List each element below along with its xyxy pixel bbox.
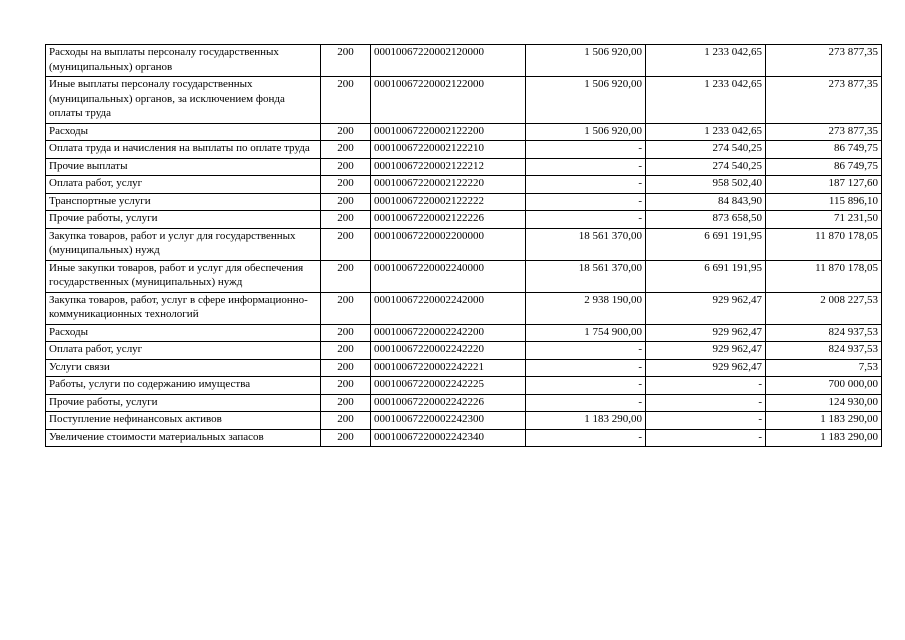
executed-amount-cell: 929 962,47	[646, 324, 766, 342]
remainder-amount-cell: 187 127,60	[766, 176, 882, 194]
approved-amount-cell: -	[526, 193, 646, 211]
approved-amount-cell: 1 506 920,00	[526, 45, 646, 77]
row-name-cell: Расходы на выплаты персоналу государственных (муниципальных) органов	[46, 45, 321, 77]
expenditure-table	[45, 44, 882, 447]
row-name-cell: Оплата работ, услуг	[46, 342, 321, 360]
row-name-cell: Оплата работ, услуг	[46, 176, 321, 194]
row-name-cell: Расходы	[46, 324, 321, 342]
approved-amount-cell: 18 561 370,00	[526, 228, 646, 260]
line-code-cell: 200	[321, 158, 371, 176]
executed-amount-cell: 6 691 191,95	[646, 228, 766, 260]
budget-code-cell: 00010067220002122226	[371, 211, 526, 229]
row-name-cell: Прочие выплаты	[46, 158, 321, 176]
executed-amount-cell: 274 540,25	[646, 141, 766, 159]
table-row	[46, 260, 882, 292]
line-code-cell: 200	[321, 176, 371, 194]
remainder-amount-cell: 71 231,50	[766, 211, 882, 229]
approved-amount-cell: -	[526, 141, 646, 159]
remainder-amount-cell: 115 896,10	[766, 193, 882, 211]
remainder-amount-cell: 273 877,35	[766, 77, 882, 124]
table-row	[46, 359, 882, 377]
budget-code-cell: 00010067220002122200	[371, 123, 526, 141]
table-row	[46, 228, 882, 260]
budget-code-cell: 00010067220002242220	[371, 342, 526, 360]
approved-amount-cell: -	[526, 176, 646, 194]
row-name-cell: Поступление нефинансовых активов	[46, 412, 321, 430]
approved-amount-cell: -	[526, 359, 646, 377]
line-code-cell: 200	[321, 429, 371, 447]
line-code-cell: 200	[321, 123, 371, 141]
budget-code-cell: 00010067220002122210	[371, 141, 526, 159]
executed-amount-cell: 1 233 042,65	[646, 77, 766, 124]
budget-code-cell: 00010067220002242200	[371, 324, 526, 342]
budget-code-cell: 00010067220002240000	[371, 260, 526, 292]
executed-amount-cell: -	[646, 394, 766, 412]
remainder-amount-cell: 2 008 227,53	[766, 292, 882, 324]
table-row	[46, 324, 882, 342]
executed-amount-cell: 1 233 042,65	[646, 123, 766, 141]
table-row	[46, 429, 882, 447]
executed-amount-cell: 958 502,40	[646, 176, 766, 194]
approved-amount-cell: 1 506 920,00	[526, 123, 646, 141]
row-name-cell: Прочие работы, услуги	[46, 211, 321, 229]
executed-amount-cell: 929 962,47	[646, 292, 766, 324]
approved-amount-cell: -	[526, 158, 646, 176]
approved-amount-cell: -	[526, 429, 646, 447]
table-row	[46, 412, 882, 430]
executed-amount-cell: 274 540,25	[646, 158, 766, 176]
line-code-cell: 200	[321, 292, 371, 324]
line-code-cell: 200	[321, 260, 371, 292]
remainder-amount-cell: 700 000,00	[766, 377, 882, 395]
remainder-amount-cell: 1 183 290,00	[766, 429, 882, 447]
budget-code-cell: 00010067220002122220	[371, 176, 526, 194]
budget-code-cell: 00010067220002242340	[371, 429, 526, 447]
remainder-amount-cell: 7,53	[766, 359, 882, 377]
executed-amount-cell: 1 233 042,65	[646, 45, 766, 77]
approved-amount-cell: 1 183 290,00	[526, 412, 646, 430]
budget-code-cell: 00010067220002122000	[371, 77, 526, 124]
remainder-amount-cell: 824 937,53	[766, 342, 882, 360]
approved-amount-cell: 2 938 190,00	[526, 292, 646, 324]
line-code-cell: 200	[321, 359, 371, 377]
executed-amount-cell: 84 843,90	[646, 193, 766, 211]
table-row	[46, 123, 882, 141]
approved-amount-cell: -	[526, 342, 646, 360]
approved-amount-cell: -	[526, 211, 646, 229]
executed-amount-cell: 929 962,47	[646, 342, 766, 360]
line-code-cell: 200	[321, 211, 371, 229]
budget-code-cell: 00010067220002242226	[371, 394, 526, 412]
line-code-cell: 200	[321, 342, 371, 360]
row-name-cell: Закупка товаров, работ и услуг для государственных (муниципальных) нужд	[46, 228, 321, 260]
table-body	[46, 45, 882, 447]
executed-amount-cell: 6 691 191,95	[646, 260, 766, 292]
budget-code-cell: 00010067220002122212	[371, 158, 526, 176]
budget-code-cell: 00010067220002242300	[371, 412, 526, 430]
remainder-amount-cell: 273 877,35	[766, 45, 882, 77]
executed-amount-cell: -	[646, 429, 766, 447]
row-name-cell: Иные закупки товаров, работ и услуг для обеспечения государственных (муниципальных) нужд	[46, 260, 321, 292]
table-row	[46, 158, 882, 176]
remainder-amount-cell: 11 870 178,05	[766, 260, 882, 292]
table-row	[46, 377, 882, 395]
budget-code-cell: 00010067220002242225	[371, 377, 526, 395]
table-row	[46, 193, 882, 211]
executed-amount-cell: 929 962,47	[646, 359, 766, 377]
remainder-amount-cell: 86 749,75	[766, 141, 882, 159]
row-name-cell: Услуги связи	[46, 359, 321, 377]
budget-code-cell: 00010067220002242221	[371, 359, 526, 377]
line-code-cell: 200	[321, 324, 371, 342]
table-row	[46, 394, 882, 412]
table-row	[46, 45, 882, 77]
row-name-cell: Иные выплаты персоналу государственных (муниципальных) органов, за исключением фонда оплаты труда	[46, 77, 321, 124]
line-code-cell: 200	[321, 228, 371, 260]
line-code-cell: 200	[321, 45, 371, 77]
row-name-cell: Увеличение стоимости материальных запасов	[46, 429, 321, 447]
row-name-cell: Прочие работы, услуги	[46, 394, 321, 412]
table-row	[46, 211, 882, 229]
line-code-cell: 200	[321, 77, 371, 124]
row-name-cell: Закупка товаров, работ, услуг в сфере информационно-коммуникационных технологий	[46, 292, 321, 324]
table-row	[46, 77, 882, 124]
row-name-cell: Расходы	[46, 123, 321, 141]
remainder-amount-cell: 824 937,53	[766, 324, 882, 342]
remainder-amount-cell: 86 749,75	[766, 158, 882, 176]
row-name-cell: Транспортные услуги	[46, 193, 321, 211]
budget-code-cell: 00010067220002200000	[371, 228, 526, 260]
approved-amount-cell: 1 506 920,00	[526, 77, 646, 124]
table-row	[46, 342, 882, 360]
remainder-amount-cell: 1 183 290,00	[766, 412, 882, 430]
budget-code-cell: 00010067220002120000	[371, 45, 526, 77]
remainder-amount-cell: 124 930,00	[766, 394, 882, 412]
table-row	[46, 141, 882, 159]
approved-amount-cell: -	[526, 377, 646, 395]
line-code-cell: 200	[321, 377, 371, 395]
line-code-cell: 200	[321, 141, 371, 159]
approved-amount-cell: 18 561 370,00	[526, 260, 646, 292]
table-row	[46, 176, 882, 194]
executed-amount-cell: 873 658,50	[646, 211, 766, 229]
executed-amount-cell: -	[646, 412, 766, 430]
line-code-cell: 200	[321, 412, 371, 430]
document-sheet	[45, 44, 882, 447]
approved-amount-cell: -	[526, 394, 646, 412]
remainder-amount-cell: 273 877,35	[766, 123, 882, 141]
row-name-cell: Работы, услуги по содержанию имущества	[46, 377, 321, 395]
budget-code-cell: 00010067220002122222	[371, 193, 526, 211]
table-row	[46, 292, 882, 324]
executed-amount-cell: -	[646, 377, 766, 395]
remainder-amount-cell: 11 870 178,05	[766, 228, 882, 260]
approved-amount-cell: 1 754 900,00	[526, 324, 646, 342]
budget-code-cell: 00010067220002242000	[371, 292, 526, 324]
row-name-cell: Оплата труда и начисления на выплаты по оплате труда	[46, 141, 321, 159]
line-code-cell: 200	[321, 394, 371, 412]
line-code-cell: 200	[321, 193, 371, 211]
